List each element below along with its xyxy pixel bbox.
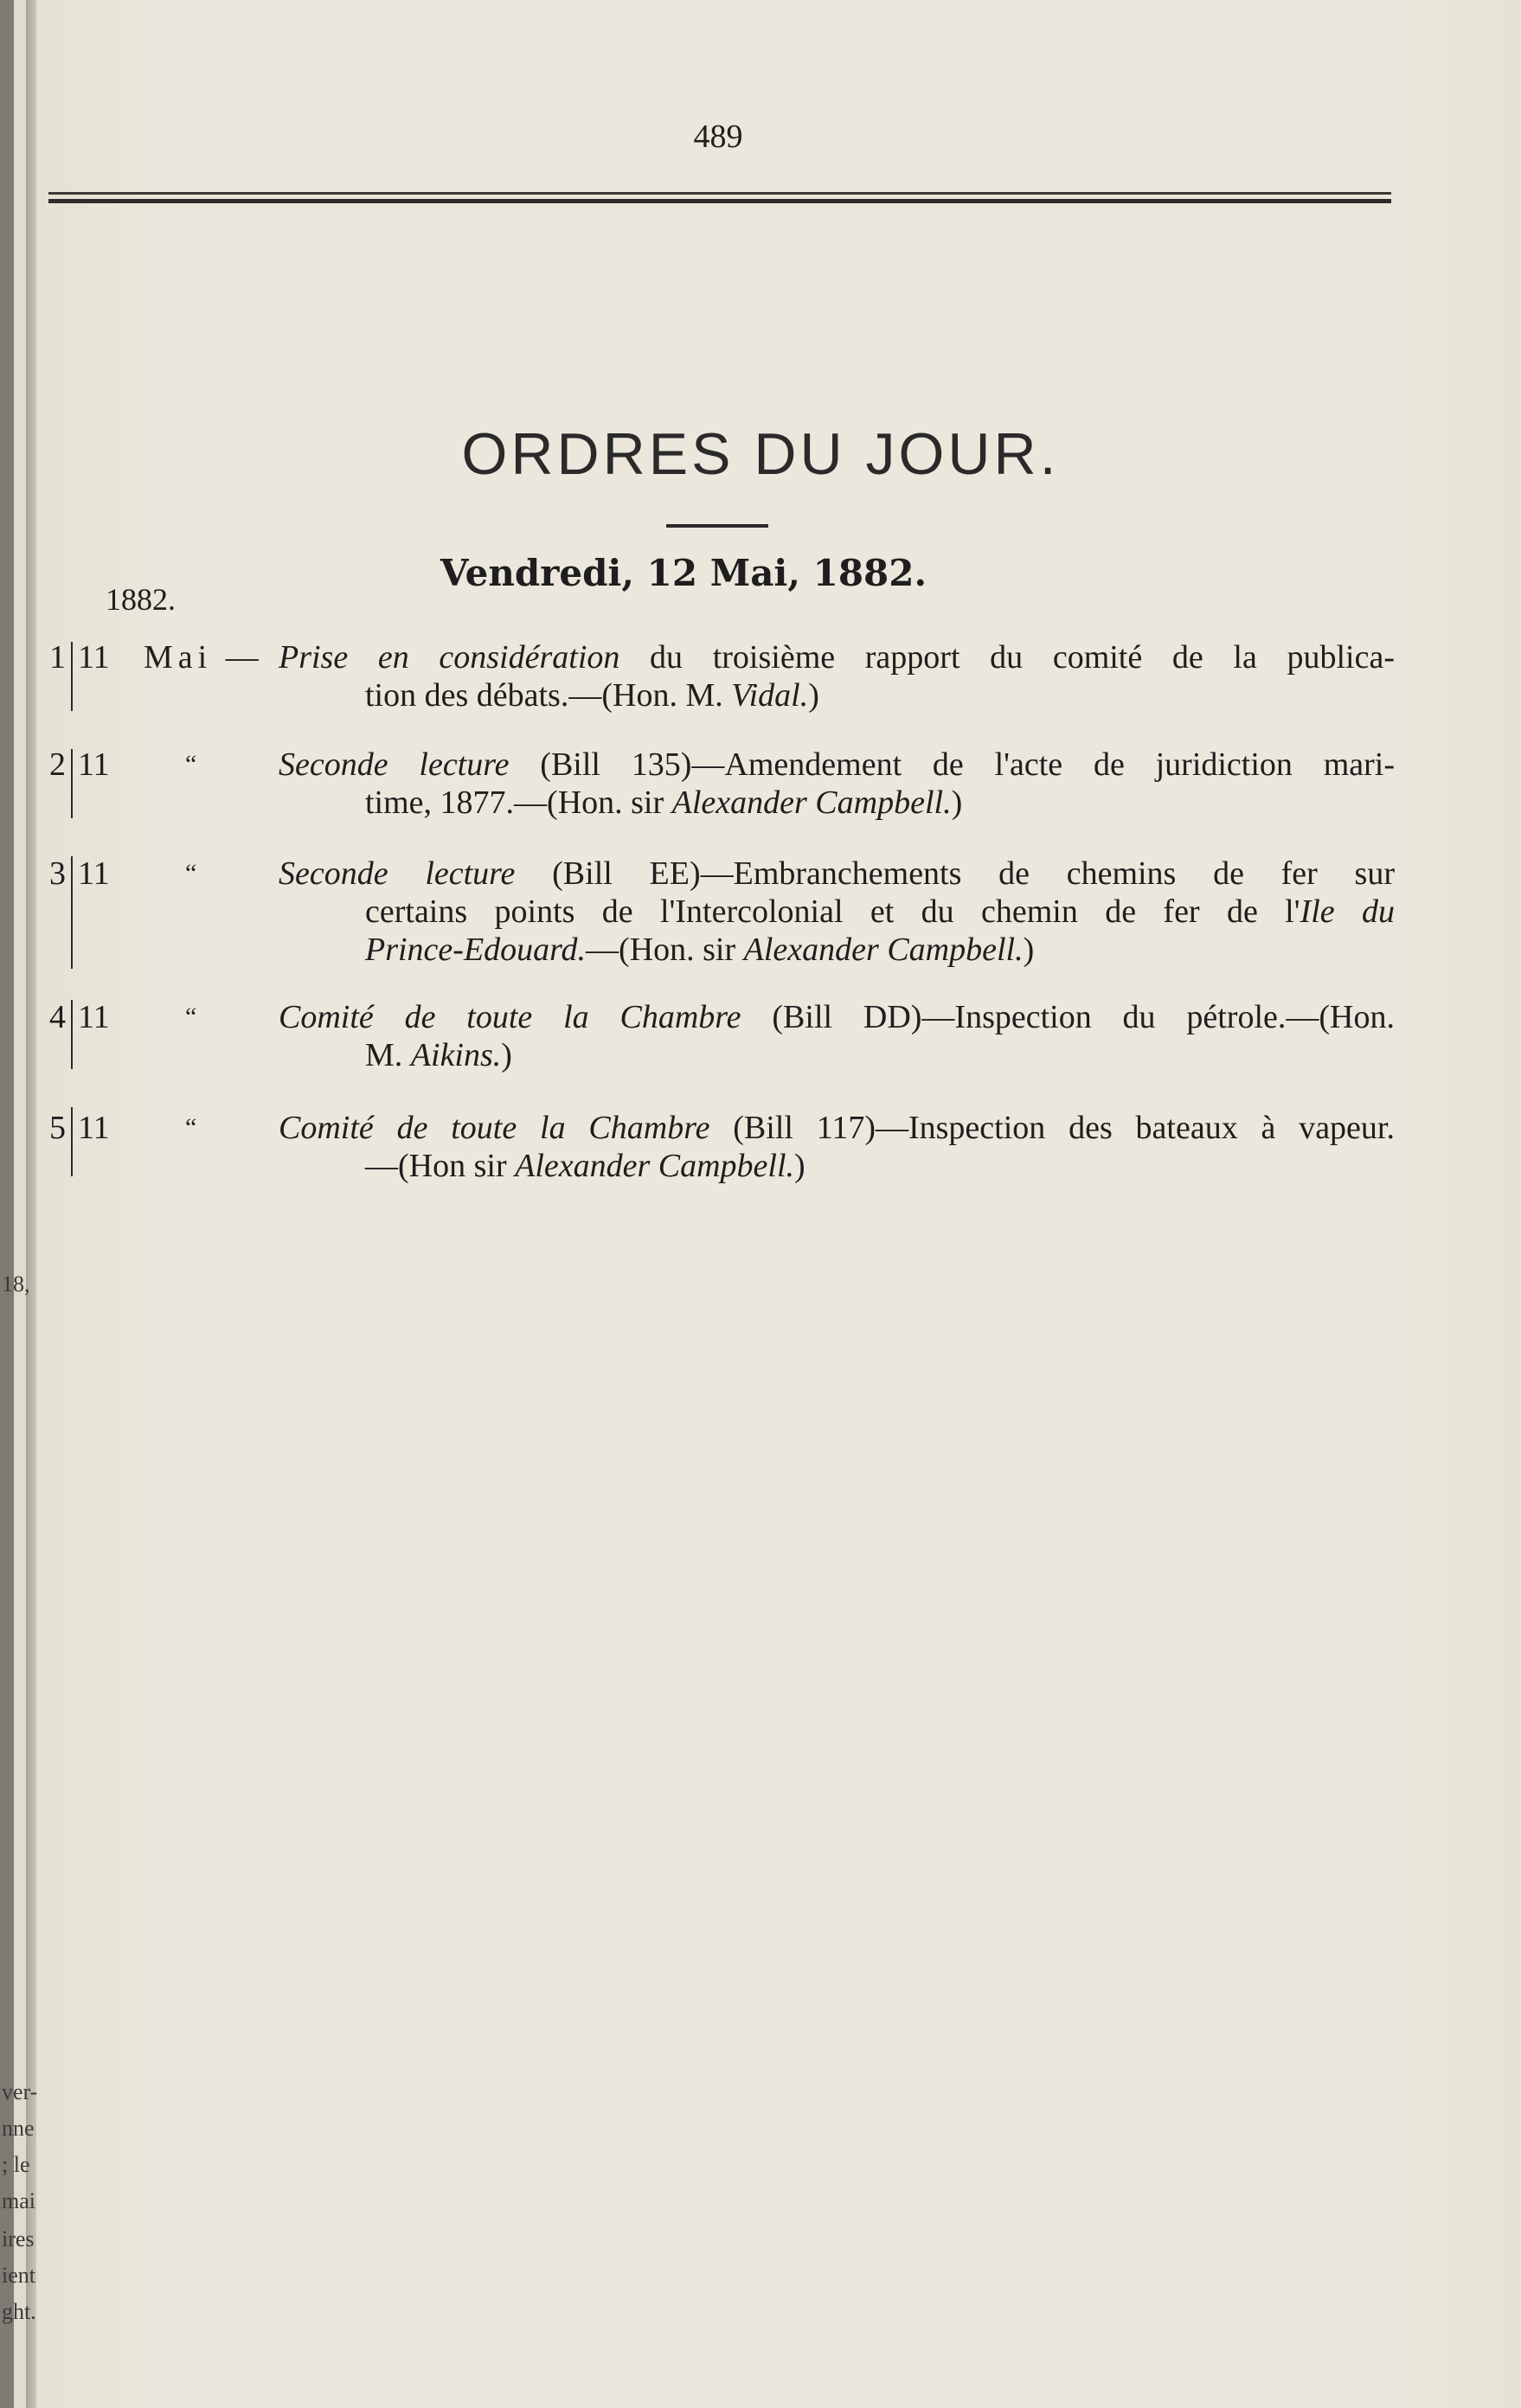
item-place: Ile du	[1300, 893, 1395, 930]
facing-page-fragment: nne	[2, 2116, 35, 2141]
facing-page-fragment: mai	[2, 2188, 35, 2213]
item-sponsor-prefix: tion des débats.—(Hon. M.	[365, 677, 732, 714]
item-month: Mai —	[144, 639, 264, 676]
column-rule	[71, 856, 73, 969]
item-day: 11	[78, 746, 110, 783]
item-closing: )	[951, 785, 963, 821]
item-description: du troisième rapport du comité de la publica-	[619, 639, 1396, 676]
item-text	[279, 998, 1395, 1074]
year-label: 1882.	[106, 582, 176, 617]
item-line-1	[279, 855, 1395, 893]
binding-shadow	[0, 0, 14, 2408]
item-line-1	[279, 998, 1395, 1036]
ditto-mark: “	[185, 859, 197, 887]
item-description: (Bill 135)—Amendement de l'acte de juridiction mari-	[509, 746, 1395, 783]
item-title: Seconde lecture	[279, 855, 516, 892]
item-line-1	[279, 1109, 1395, 1147]
facing-page-fragment: ght.	[2, 2299, 36, 2324]
item-description: (Bill EE)—Embranchements de chemins de fer sur	[515, 855, 1395, 892]
item-day: 11	[78, 855, 110, 892]
item-number: 1	[49, 639, 66, 676]
item-text	[279, 1109, 1395, 1185]
item-line-2	[279, 676, 1395, 714]
item-sponsor-prefix: M.	[365, 1037, 411, 1073]
item-sponsor: Alexander Campbell.	[515, 1148, 795, 1184]
item-sponsor-prefix: time, 1877.—(Hon. sir	[365, 785, 672, 821]
item-line-2	[279, 893, 1395, 931]
item-sponsor-prefix: —(Hon. sir	[586, 932, 744, 968]
column-rule	[71, 642, 73, 711]
item-sponsor-prefix: —(Hon sir	[365, 1148, 516, 1184]
page-number: 489	[693, 118, 743, 155]
facing-page-edge	[26, 0, 36, 2408]
ditto-mark: “	[185, 1002, 197, 1031]
item-title: Prise en considération	[279, 639, 620, 676]
item-description: (Bill 117)—Inspection des bateaux à vapeur.	[709, 1110, 1395, 1146]
item-day: 11	[78, 639, 110, 676]
item-number: 4	[49, 999, 66, 1035]
item-number: 5	[49, 1110, 66, 1146]
item-title: Seconde lecture	[279, 746, 510, 783]
header-rule-thin	[48, 192, 1391, 195]
item-line-3	[279, 931, 1395, 969]
item-line-2	[279, 1036, 1395, 1074]
facing-page-fragment: ient	[2, 2263, 35, 2288]
facing-page-fragment: ; le	[2, 2152, 30, 2177]
item-place-cont: Prince-Edouard.	[365, 932, 587, 968]
item-text	[279, 638, 1395, 714]
facing-page-fragment: ver-	[2, 2079, 38, 2104]
item-closing: )	[1023, 932, 1035, 968]
item-number: 3	[49, 855, 66, 892]
item-sponsor: Aikins.	[410, 1037, 502, 1073]
date-heading: Vendredi, 12 Mai, 1882.	[440, 552, 927, 594]
item-sponsor: Vidal.	[731, 677, 809, 714]
item-closing: )	[808, 677, 819, 714]
facing-page-fragment: 18,	[2, 1271, 30, 1297]
item-sponsor: Alexander Campbell.	[671, 785, 952, 821]
column-rule	[71, 1000, 73, 1069]
item-text	[279, 855, 1395, 969]
item-title: Comité de toute la Chambre	[279, 999, 741, 1035]
column-rule	[71, 1107, 73, 1176]
item-closing: )	[501, 1037, 512, 1073]
item-day: 11	[78, 999, 110, 1035]
item-description-cont: certains points de l'Intercolonial et du chemin de fer de l'	[365, 893, 1300, 930]
page-title: ORDRES DU JOUR.	[461, 421, 1060, 487]
item-number: 2	[49, 746, 66, 783]
facing-page-fragment: ires	[2, 2226, 35, 2251]
item-title: Comité de toute la Chambre	[279, 1110, 710, 1146]
item-sponsor: Alexander Campbell.	[743, 932, 1024, 968]
title-underline	[666, 524, 768, 528]
item-text	[279, 746, 1395, 822]
ditto-mark: “	[185, 750, 197, 778]
item-line-1	[279, 638, 1395, 676]
header-rule-thick	[48, 199, 1391, 203]
item-line-2	[279, 1147, 1395, 1185]
item-description: (Bill DD)—Inspection du pétrole.—(Hon.	[741, 999, 1395, 1035]
column-rule	[71, 749, 73, 818]
item-line-2	[279, 784, 1395, 822]
item-day: 11	[78, 1110, 110, 1146]
ditto-mark: “	[185, 1113, 197, 1142]
item-line-1	[279, 746, 1395, 784]
item-closing: )	[794, 1148, 805, 1184]
